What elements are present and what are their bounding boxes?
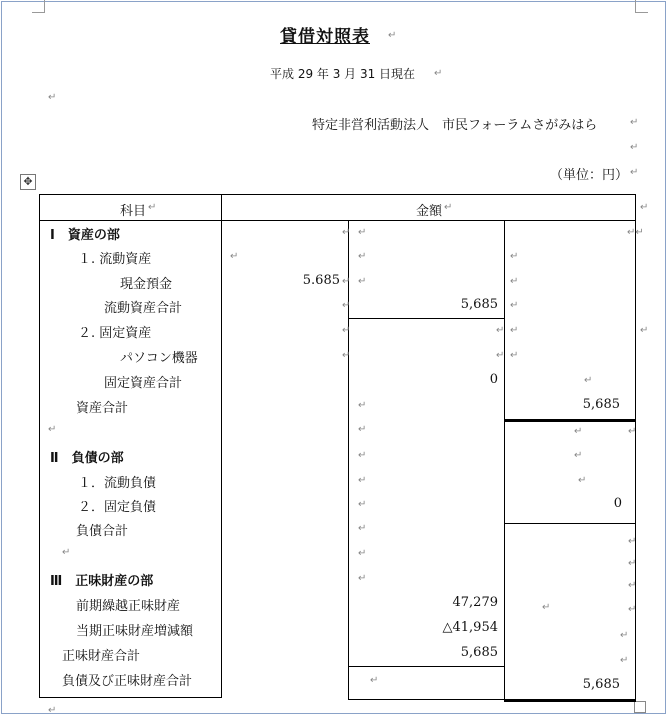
paragraph-mark: ↵ xyxy=(444,202,453,213)
organization-name: 特定非営利活動法人 市民フォーラムさがみはら xyxy=(312,118,598,133)
paragraph-mark: ↵ xyxy=(510,276,519,287)
paragraph-mark: ↵ xyxy=(640,325,649,336)
current-assets-total-label: 流動資産合計 xyxy=(104,301,183,316)
paragraph-mark: ↵ xyxy=(584,375,593,386)
paragraph-mark: ↵ xyxy=(628,580,637,591)
paragraph-mark: ↵ xyxy=(630,167,639,178)
margin-corner-mark xyxy=(635,0,648,13)
paragraph-mark: ↵ xyxy=(342,276,351,287)
paragraph-mark: ↵ xyxy=(48,705,57,716)
paragraph-mark: ↵ xyxy=(370,675,379,686)
net-assets-total-label: 正味財産合計 xyxy=(62,649,141,664)
fixed-assets-heading: ２. 固定資産 xyxy=(78,326,152,341)
paragraph-mark: ↵ xyxy=(358,523,367,534)
fixed-assets-total-label: 固定資産合計 xyxy=(104,376,183,391)
paragraph-mark: ↵ xyxy=(342,350,351,361)
paragraph-mark: ↵ xyxy=(62,547,71,558)
paragraph-mark: ↵ xyxy=(388,30,397,41)
paragraph-mark: ↵ xyxy=(542,602,551,613)
paragraph-mark: ↵ xyxy=(574,426,583,437)
header-subject: 科目 xyxy=(120,204,147,219)
paragraph-mark: ↵ xyxy=(358,227,367,238)
report-date: 平成 29 年 3 月 31 日現在 xyxy=(270,67,416,81)
paragraph-mark: ↵ xyxy=(620,655,629,666)
current-assets-heading: １. 流動資産 xyxy=(78,252,152,267)
header-amount: 金額 xyxy=(416,204,443,219)
current-liabilities-label: １．流動負債 xyxy=(78,476,157,491)
paragraph-mark: ↵ xyxy=(510,300,519,311)
liabilities-total-value: 0 xyxy=(613,496,622,511)
assets-total-value: 5,685 xyxy=(582,397,620,412)
move-cross-icon[interactable]: ✥ xyxy=(20,174,36,190)
paragraph-mark: ↵ xyxy=(574,450,583,461)
fixed-assets-total-value: 0 xyxy=(489,372,498,387)
paragraph-mark: ↵ xyxy=(358,276,367,287)
fixed-liabilities-label: ２．固定負債 xyxy=(78,500,157,515)
paragraph-mark: ↵ xyxy=(342,325,351,336)
paragraph-mark: ↵ xyxy=(358,475,367,486)
paragraph-mark: ↵ xyxy=(230,251,239,262)
paragraph-mark: ↵ xyxy=(620,630,629,641)
net-assets-change-value: △41,954 xyxy=(442,620,498,635)
margin-corner-mark xyxy=(32,0,45,13)
paragraph-mark: ↵ xyxy=(630,117,639,128)
paragraph-mark: ↵↵ xyxy=(627,227,644,238)
net-assets-heading: Ⅲ 正味財産の部 xyxy=(50,574,154,589)
current-assets-total-value: 5,685 xyxy=(460,297,498,312)
paragraph-mark: ↵ xyxy=(358,499,367,510)
paragraph-mark: ↵ xyxy=(496,325,505,336)
liabilities-total-label: 負債合計 xyxy=(76,524,129,539)
pc-equipment-label: パソコン機器 xyxy=(120,351,198,366)
paragraph-mark: ↵ xyxy=(358,400,367,411)
cash-value: 5.685 xyxy=(302,273,340,288)
paragraph-mark: ↵ xyxy=(628,604,637,615)
net-assets-total-value: 5,685 xyxy=(460,645,498,660)
cash-label: 現金預金 xyxy=(120,277,173,292)
paragraph-mark: ↵ xyxy=(510,251,519,262)
paragraph-mark: ↵ xyxy=(358,450,367,461)
table-resize-handle[interactable] xyxy=(634,701,646,713)
unit-label: （単位：円） xyxy=(550,168,629,183)
paragraph-mark: ↵ xyxy=(358,548,367,559)
paragraph-mark: ↵ xyxy=(48,92,57,103)
paragraph-mark: ↵ xyxy=(148,202,157,213)
paragraph-mark: ↵ xyxy=(358,573,367,584)
paragraph-mark: ↵ xyxy=(628,558,637,569)
assets-total-label: 資産合計 xyxy=(76,401,129,416)
paragraph-mark: ↵ xyxy=(510,350,519,361)
paragraph-mark: ↵ xyxy=(342,300,351,311)
paragraph-mark: ↵ xyxy=(640,202,649,213)
paragraph-mark: ↵ xyxy=(48,424,57,435)
assets-heading: Ⅰ 資産の部 xyxy=(50,228,120,243)
paragraph-mark: ↵ xyxy=(510,325,519,336)
prev-net-assets-label: 前期繰越正味財産 xyxy=(76,599,181,614)
paragraph-mark: ↵ xyxy=(628,426,637,437)
paragraph-mark: ↵ xyxy=(434,68,443,79)
liabilities-heading: Ⅱ 負債の部 xyxy=(50,451,124,466)
paragraph-mark: ↵ xyxy=(630,142,639,153)
document-title: 貸借対照表 xyxy=(280,27,370,47)
paragraph-mark: ↵ xyxy=(628,536,637,547)
grand-total-value: 5,685 xyxy=(582,677,620,692)
paragraph-mark: ↵ xyxy=(358,424,367,435)
paragraph-mark: ↵ xyxy=(496,350,505,361)
net-assets-change-label: 当期正味財産増減額 xyxy=(76,624,194,639)
prev-net-assets-value: 47,279 xyxy=(452,595,498,610)
paragraph-mark: ↵ xyxy=(578,475,587,486)
grand-total-label: 負債及び正味財産合計 xyxy=(62,674,193,689)
paragraph-mark: ↵ xyxy=(342,227,351,238)
paragraph-mark: ↵ xyxy=(358,251,367,262)
